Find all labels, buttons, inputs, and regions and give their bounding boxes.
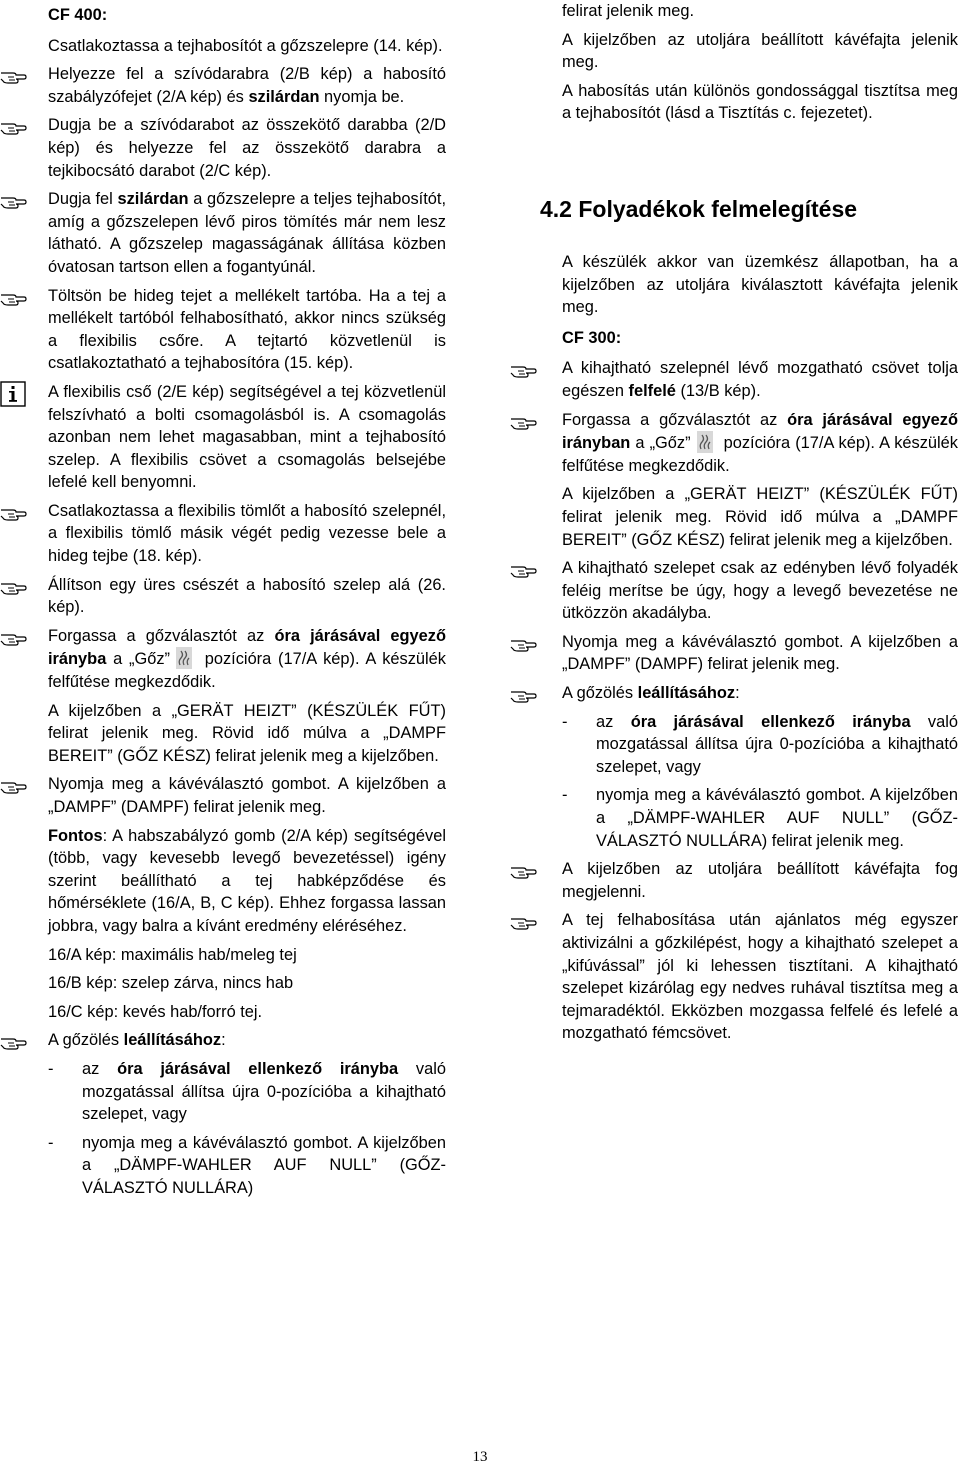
bullet-item: A kihajtható szelepnél lévő mozgatható csövet tolja egészen felfelé (13/B kép). [510, 357, 958, 402]
pointing-hand-icon [0, 627, 28, 647]
bullet-item: A kihajtható szelepet csak az edényben lévő folyadék feléig merítse be úgy, hogy a levegő bevezetése ne ütközzön akadályba. [510, 557, 958, 625]
caption-line: 16/C kép: kevés hab/forró tej. [48, 1002, 263, 1021]
pointing-hand-icon [0, 1031, 28, 1051]
page-number: 13 [472, 1449, 488, 1465]
bullet-item: Csatlakoztassa a flexibilis tömlőt a habosító szelepnél, a flexibilis tömlő másik végét pedig vezesse bele a hideg tejbe (18. kép). [0, 500, 446, 568]
dash-item: - nyomja meg a kávéválasztó gombot. A kijelzőben a „DÄMPF-WAHLER AUF NULL” (GŐZ-VÁLASZTÓ NULLÁRA) [48, 1133, 446, 1197]
pointing-hand-icon [510, 633, 538, 653]
paragraph: A készülék akkor van üzemkész állapotban, ha a kijelzőben az utoljára kiválasztott kávéfajta jelenik meg. [562, 252, 958, 317]
bullet-item: A kijelzőben az utoljára beállított kávéfajta fog megjelenni. [510, 858, 958, 903]
paragraph: A habosítás után különös gondossággal tisztítsa meg a tejhabosítót (lásd a Tisztítás c. fejezetet). [562, 81, 958, 123]
bullet-item: Forgassa a gőzválasztót az óra járásával egyező irányba a „Gőz” pozícióra (17/A kép). A készülék felfűtése megkezdődik. [0, 625, 446, 694]
pointing-hand-icon [0, 116, 28, 136]
caption-line: 16/B kép: szelep zárva, nincs hab [48, 974, 294, 993]
paragraph: A kijelzőben a „GERÄT HEIZT” (KÉSZÜLÉK FŰT) felirat jelenik meg. Rövid idő múlva a „DAMPF BEREIT” (GŐZ KÉSZ) felirat jelenik meg a kijelzőben. [562, 485, 958, 549]
info-icon [0, 381, 26, 407]
dash-item: - az óra járásával ellenkező irányba való mozgatással állítsa újra 0-pozícióba a kihajtható szelepet, vagy [48, 1059, 446, 1124]
subsection-heading-cf300: CF 300: [562, 328, 622, 347]
dash-marker: - [48, 1059, 54, 1078]
right-column [510, 0, 958, 1051]
bullet-item: Dugja fel szilárdan a gőzszelepre a teljes tejhabosítót, amíg a gőzszelepen lévő piros tömítés már nem lesz látható. A gőzszelep magasságának állítása közben óvatosan tartson ellen a fogantyúnál. [0, 188, 446, 278]
bullet-item: Töltsön be hideg tejet a mellékelt tartóba. Ha a tej a mellékelt tartóból felhabosítható, akkor nincs szükség a flexibilis csőre. A tejtartó közvetlenül is csatlakoztatható a tejhabosítóra (15. kép). [0, 285, 446, 375]
paragraph: Csatlakoztassa a tejhabosítót a gőzszelepre (14. kép). [48, 36, 443, 55]
bullet-item: A gőzölés leállításához: [510, 682, 958, 705]
pointing-hand-icon [510, 860, 538, 880]
bullet-item: Forgassa a gőzválasztót az óra járásával egyező irányban a „Gőz” pozícióra (17/A kép). A készülék felfűtése megkezdődik. [510, 409, 958, 478]
pointing-hand-icon [510, 911, 538, 931]
section-heading-cf400: CF 400: [48, 6, 108, 24]
bullet-item: Nyomja meg a kávéválasztó gombot. A kijelzőben a „DAMPF” (DAMPF) felirat jelenik meg. [0, 773, 446, 818]
dash-marker: - [562, 712, 568, 731]
paragraph: A kijelzőben a „GERÄT HEIZT” (KÉSZÜLÉK FŰT) felirat jelenik meg. Rövid idő múlva a „DAMPF BEREIT” (GŐZ KÉSZ) felirat jelenik meg a kijelzőben. [48, 701, 446, 765]
dash-marker: - [48, 1133, 54, 1152]
bullet-item: Helyezze fel a szívódarabra (2/B kép) a habosító szabályzófejet (2/A kép) és szilárdan nyomja be. [0, 63, 446, 108]
pointing-hand-icon [0, 775, 28, 795]
dash-item: - nyomja meg a kávéválasztó gombot. A kijelzőben a „DÄMPF-WAHLER AUF NULL” (GŐZ-VÁLASZTÓ NULLÁRA) felirat jelenik meg. [562, 786, 958, 850]
info-note: A flexibilis cső (2/E kép) segítségével a tej közvetlenül felszívható a bolti csomagolásból is. A csomagolás azonban nem lehet magasabban, mint a tejhabosító szelep. A flexibilis csövet a csomagolás belsejébe lefelé kell benyomni. [0, 381, 446, 494]
pointing-hand-icon [510, 684, 538, 704]
pointing-hand-icon [510, 559, 538, 579]
paragraph: A kijelzőben az utoljára beállított kávéfajta jelenik meg. [562, 30, 958, 72]
caption-line: 16/A kép: maximális hab/meleg tej [48, 945, 297, 964]
pointing-hand-icon [510, 359, 538, 379]
pointing-hand-icon [0, 65, 28, 85]
steam-symbol-icon [176, 647, 192, 669]
bullet-item: Dugja be a szívódarabot az összekötő darabba (2/D kép) és helyezze fel az összekötő darabra a tejkibocsátó darabot (2/C kép). [0, 114, 446, 182]
steam-symbol-icon [697, 431, 713, 453]
important-note: Fontos: A habszabályzó gomb (2/A kép) segítségével (több, vagy kevesebb levegő bevezetéssel) igény szerint beállítható a tej habképződése és hőmérséklete (16/A, B, C kép). Ehhez forgassa lassan jobbra, vagy balra a kívánt eredmény eléréséhez. [48, 826, 446, 935]
bullet-item: Állítson egy üres csészét a habosító szelep alá (26. kép). [0, 574, 446, 619]
section-heading: 4.2 Folyadékok felmelegítése [540, 195, 858, 222]
pointing-hand-icon [0, 190, 28, 210]
dash-marker: - [562, 786, 568, 805]
left-column [0, 0, 446, 1206]
paragraph: felirat jelenik meg. [562, 2, 695, 20]
pointing-hand-icon [0, 576, 28, 596]
pointing-hand-icon [0, 502, 28, 522]
dash-item: - az óra járásával ellenkező irányba való mozgatással állítsa újra 0-pozícióba a kihajtható szelepet, vagy [562, 712, 958, 776]
pointing-hand-icon [510, 411, 538, 431]
bullet-item: A tej felhabosítása után ajánlatos még egyszer aktivizálni a gőzkilépést, hogy a kihajtható szelepet a „kifúvással” jól ki lehessen tisztítani. A kihajtható szelepet kizárólag egy nedves ruhával tisztítsa meg a tejmaradéktól. Ekközben mozgassa felfelé és lefelé a mozgatható fémcsövet. [510, 909, 958, 1045]
pointing-hand-icon [0, 287, 28, 307]
bullet-item: A gőzölés leállításához: [0, 1029, 446, 1052]
bullet-item: Nyomja meg a kávéválasztó gombot. A kijelzőben a „DAMPF” (DAMPF) felirat jelenik meg. [510, 631, 958, 676]
